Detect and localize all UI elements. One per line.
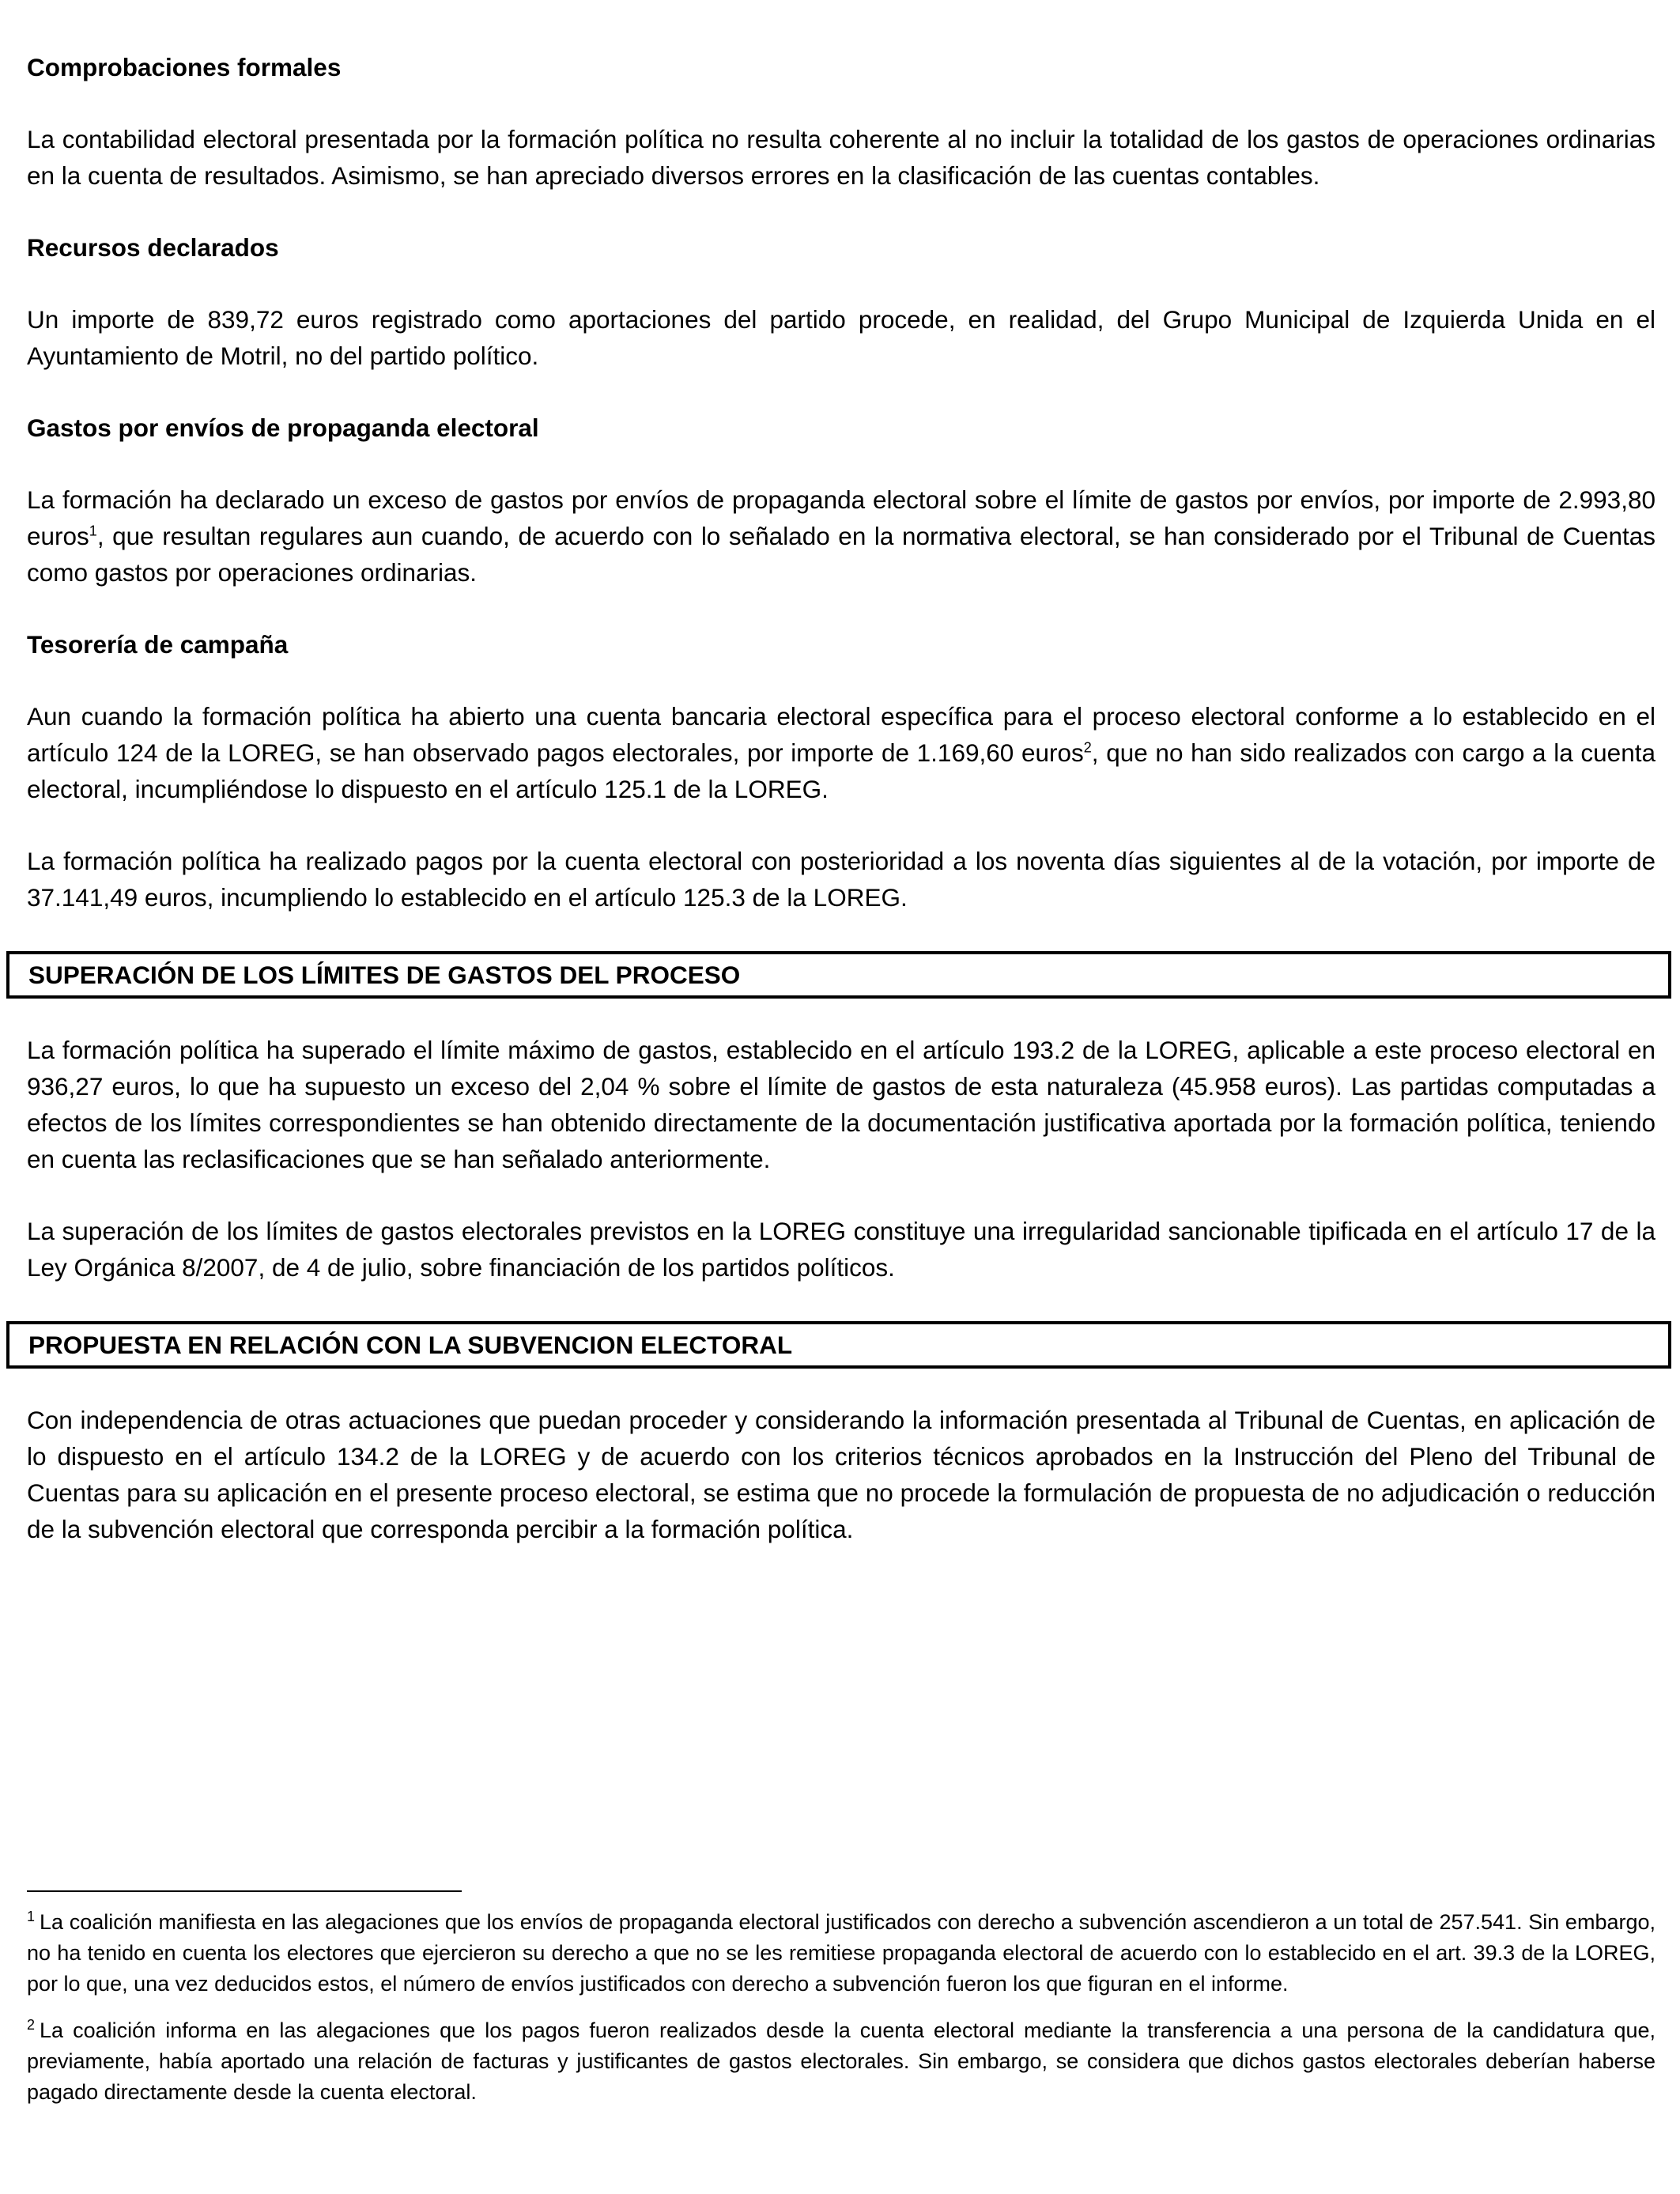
paragraph-envios bbox=[27, 481, 1655, 591]
paragraph-propuesta: Con independencia de otras actuaciones que puedan proceder y considerando la información presentada al Tribunal de Cuentas, en aplicación de lo dispuesto en el artículo 134.2 de la LOREG y de acuerdo con los criterios técnicos aprobados en la Instrucción del Pleno del Tribunal de Cuentas para su aplicación en el presente proceso electoral, se estima que no procede la formulación de propuesta de no adjudicación o reducción de la subvención electoral que corresponda percibir a la formación política. bbox=[27, 1406, 1655, 1543]
paragraph-superacion-1: La formación política ha superado el límite máximo de gastos, establecido en el artículo 193.2 de la LOREG, aplicable a este proceso electoral en 936,27 euros, lo que ha supuesto un exceso del 2,04 % sobre el límite de gastos de esta naturaleza (45.958 euros). Las partidas computadas a efectos de los límites correspondientes se han obtenido directamente de la documentación justificativa aportada por la formación política, teniendo en cuenta las reclasificaciones que se han señalado anteriormente. bbox=[27, 1036, 1655, 1173]
paragraph-recursos: Un importe de 839,72 euros registrado como aportaciones del partido procede, en realidad, del Grupo Municipal de Izquierda Unida en el Ayuntamiento de Motril, no del partido político. bbox=[27, 305, 1655, 370]
footnote-text: La coalición manifiesta en las alegaciones que los envíos de propaganda electoral justificados con derecho a subvención ascendieron a un total de 257.541. Sin embargo, no ha tenido en cuenta los electores que ejercieron su derecho a que no se les remitiese propaganda electoral de acuerdo con lo establecido en el art. 39.3 de la LOREG, por lo que, una vez deducidos estos, el número de envíos justificados con derecho a subvención fueron los que figuran en el informe. bbox=[27, 1910, 1655, 1996]
footnote-1 bbox=[27, 1907, 1655, 2000]
footnote-text: La coalición informa en las alegaciones que los pagos fueron realizados desde la cuenta electoral mediante la transferencia a una persona de la candidatura que, previamente, había aportado una relación de facturas y justificantes de gastos electorales. Sin embargo, se considera que dichos gastos electorales deberían haberse pagado directamente desde la cuenta electoral. bbox=[27, 2018, 1655, 2104]
section-heading-comprobaciones: Comprobaciones formales bbox=[27, 53, 342, 81]
footnote-ref-1[interactable]: 1 bbox=[89, 523, 97, 539]
footnote-number: 1 bbox=[27, 1909, 36, 1924]
paragraph-tesoreria-1 bbox=[27, 698, 1655, 807]
section-heading-recursos: Recursos declarados bbox=[27, 233, 279, 262]
paragraph-comprobaciones: La contabilidad electoral presentada por la formación política no resulta coherente al no incluir la totalidad de los gastos de operaciones ordinarias en la cuenta de resultados. Asimismo, se han apreciado diversos errores en la clasificación de las cuentas contables. bbox=[27, 125, 1655, 190]
paragraph-tesoreria-1-after: , que no han sido realizados con cargo a la cuenta electoral, incumpliéndose lo dispuesto en el artículo 125.1 de la LOREG. bbox=[27, 738, 1655, 803]
footnote-separator bbox=[27, 1890, 462, 1892]
footnote-number: 2 bbox=[27, 2017, 36, 2033]
section-heading-tesoreria: Tesorería de campaña bbox=[27, 630, 289, 659]
paragraph-envios-text-after: , que resultan regulares aun cuando, de acuerdo con lo señalado en la normativa electoral, se han considerado por el Tribunal de Cuentas como gastos por operaciones ordinarias. bbox=[27, 522, 1655, 587]
paragraph-tesoreria-1-before: Aun cuando la formación política ha abierto una cuenta bancaria electoral específica para el proceso electoral conforme a lo establecido en el artículo 124 de la LOREG, se han observado pagos electorales, por importe de 1.169,60 euros bbox=[27, 702, 1655, 767]
paragraph-envios-text-before: La formación ha declarado un exceso de gastos por envíos de propaganda electoral sobre el límite de gastos por envíos, por importe de 2.993,80 euros bbox=[27, 485, 1655, 550]
document-body bbox=[27, 49, 1655, 1583]
section-heading-envios: Gastos por envíos de propaganda electoral bbox=[27, 413, 539, 442]
paragraph-tesoreria-2: La formación política ha realizado pagos por la cuenta electoral con posterioridad a los noventa días siguientes al de la votación, por importe de 37.141,49 euros, incumpliendo lo establecido en el artículo 125.3 de la LOREG. bbox=[27, 847, 1655, 912]
section-heading-propuesta: PROPUESTA EN RELACIÓN CON LA SUBVENCION ELECTORAL bbox=[6, 1321, 1671, 1369]
footnote-ref-2[interactable]: 2 bbox=[1083, 739, 1092, 756]
footnote-2 bbox=[27, 2015, 1655, 2108]
section-heading-superacion: SUPERACIÓN DE LOS LÍMITES DE GASTOS DEL PROCESO bbox=[6, 951, 1671, 999]
footnotes bbox=[27, 1907, 1655, 2124]
paragraph-superacion-2: La superación de los límites de gastos electorales previstos en la LOREG constituye una irregularidad sancionable tipificada en el artículo 17 de la Ley Orgánica 8/2007, de 4 de julio, sobre financiación de los partidos políticos. bbox=[27, 1217, 1655, 1282]
